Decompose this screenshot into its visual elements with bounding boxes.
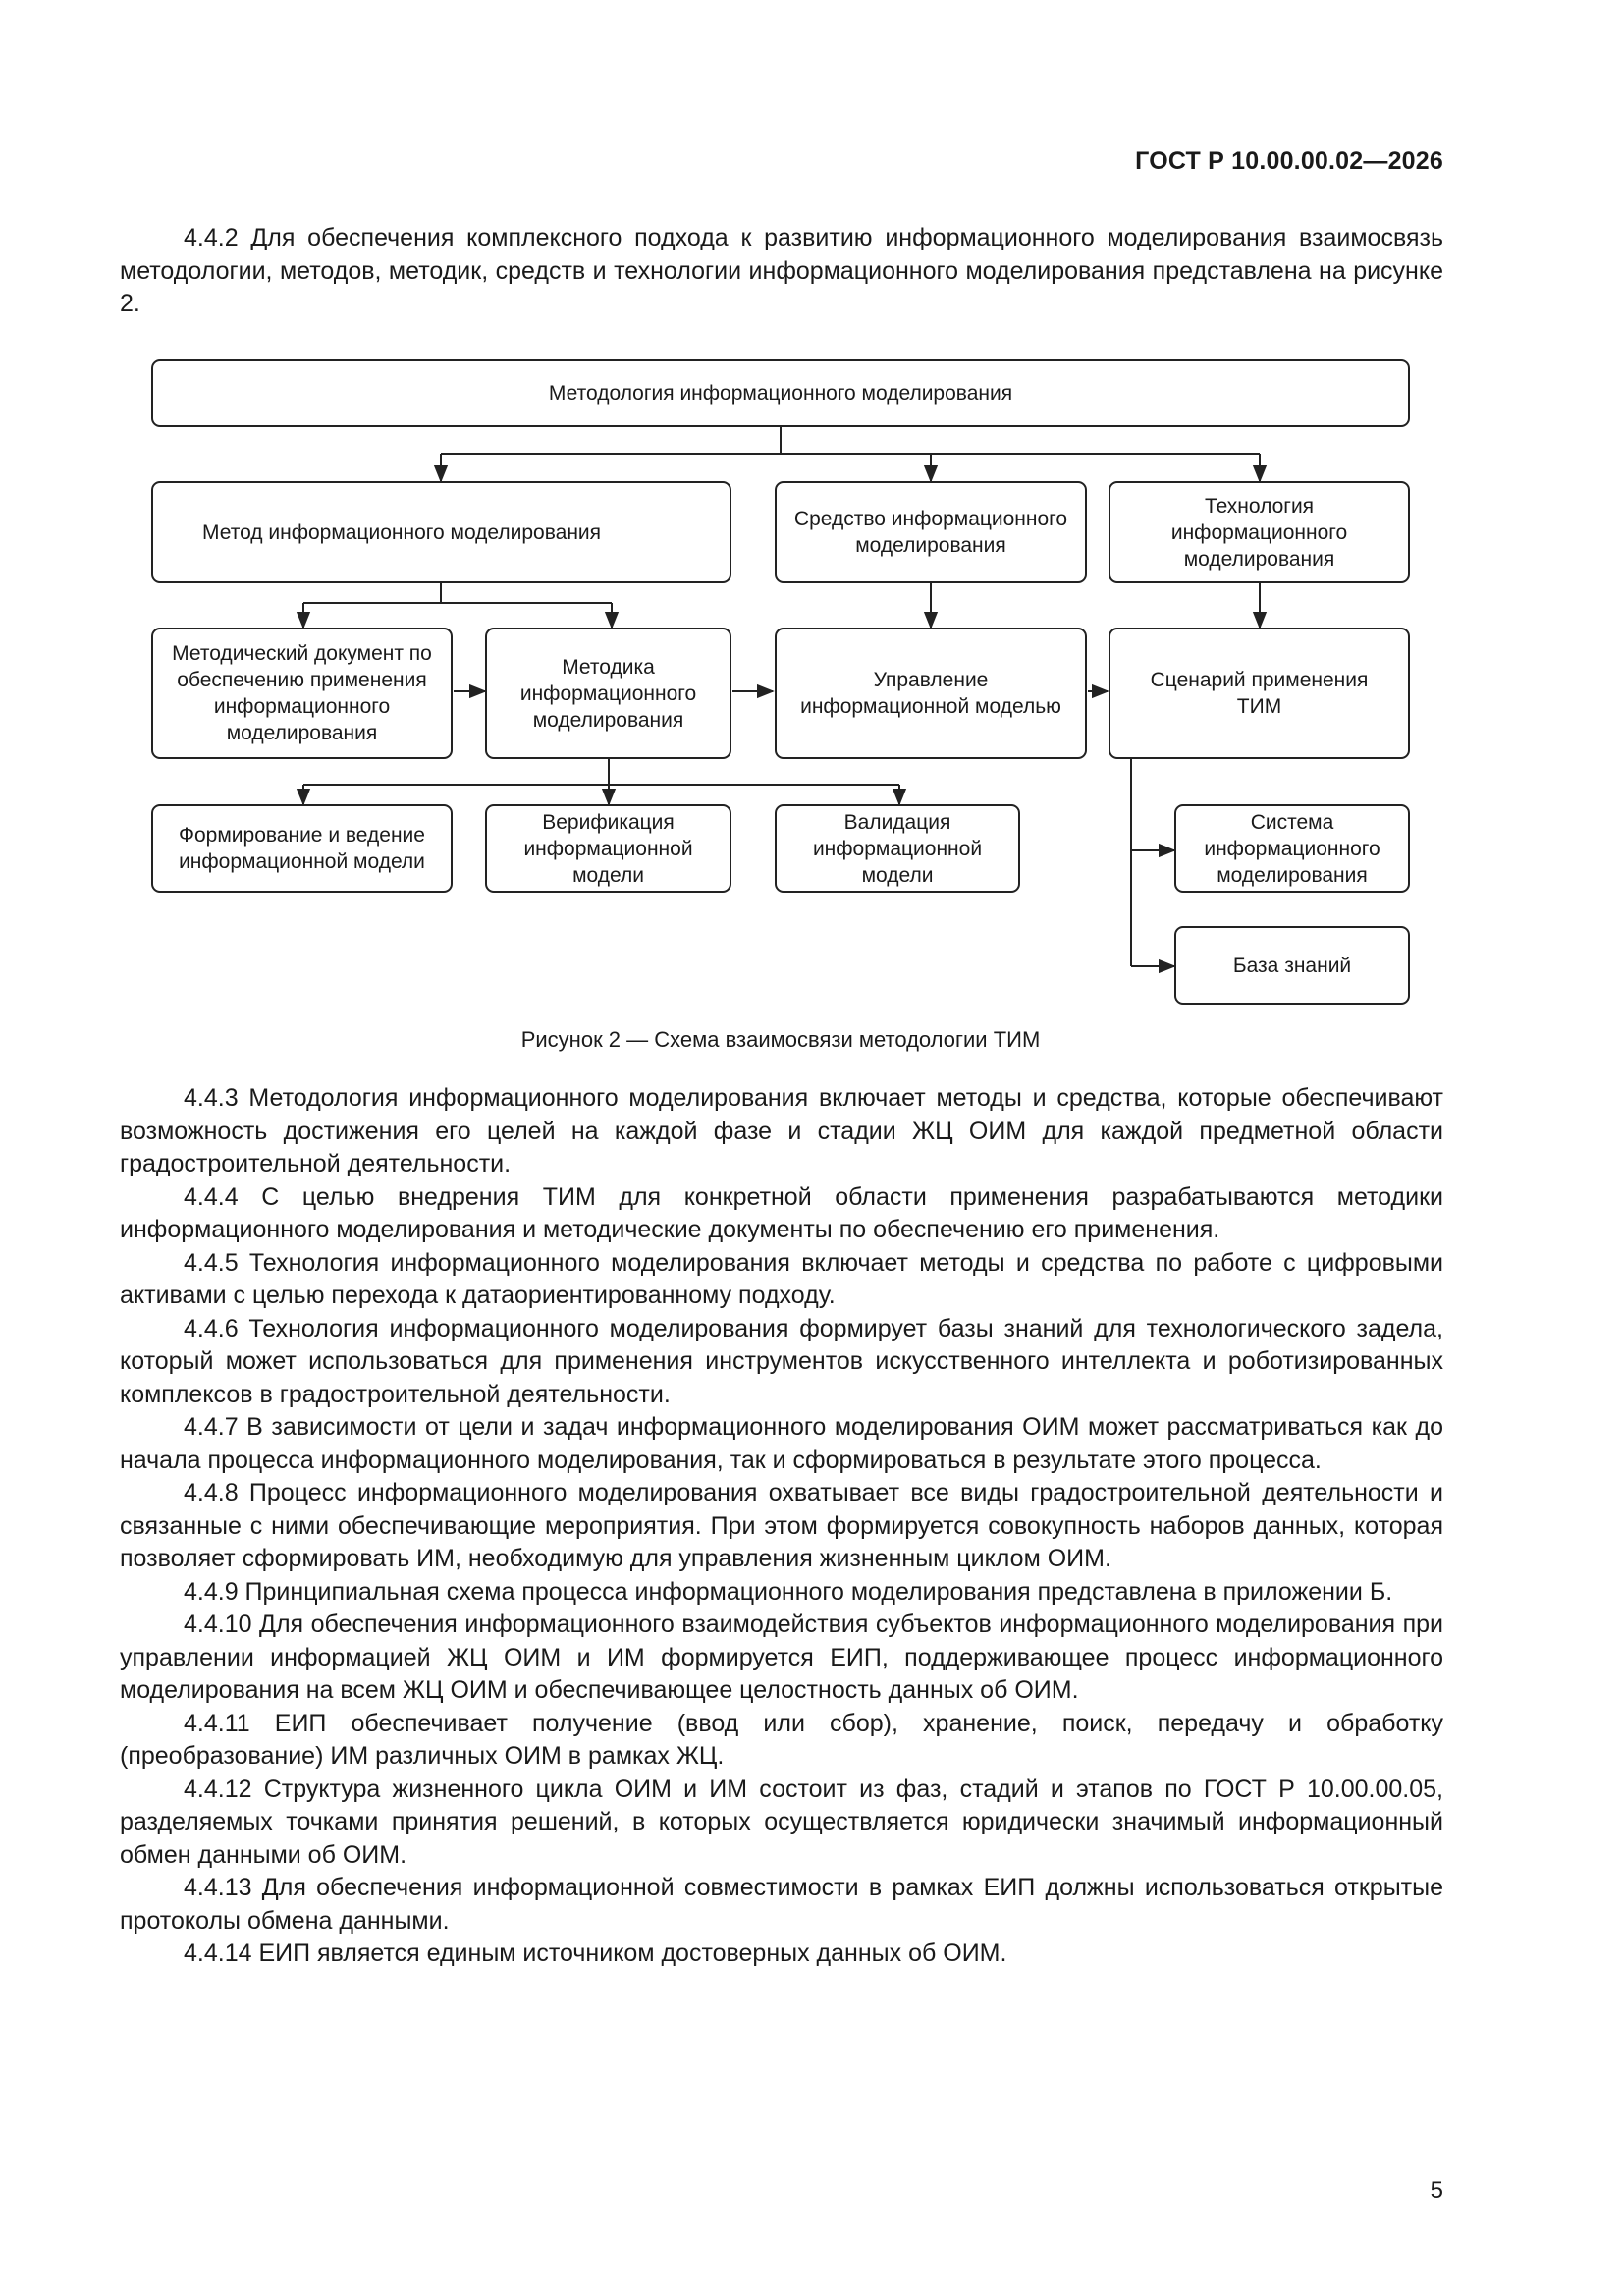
node-verification: Верификация информационной модели [485,804,731,893]
node-system: Система информационного моделирования [1174,804,1410,893]
paragraph-4-4-4: 4.4.4 С целью внедрения ТИМ для конкретной области применения разрабатываются методики информационного моделирования и методические документы по обеспечению его применения. [120,1182,1443,1243]
figure-caption: Рисунок 2 — Схема взаимосвязи методологии ТИМ [520,1027,1041,1052]
paragraph-4-4-6: 4.4.6 Технология информационного моделирования формирует базы знаний для технологического задела, который может использоваться для применения инструментов искусственного интеллекта и роботизированных комплексов в градостроительной деятельности. [120,1314,1443,1408]
paragraph-4-4-13: 4.4.13 Для обеспечения информационной совместимости в рамках ЕИП должны использоваться открытые протоколы обмена данными. [120,1874,1443,1935]
document-code: ГОСТ Р 10.00.00.02—2026 [1135,147,1443,175]
node-scenario: Сценарий применения ТИМ [1109,628,1410,759]
paragraph-4-4-12: 4.4.12 Структура жизненного цикла ОИМ и ИМ состоит из фаз, стадий и этапов по ГОСТ Р 10.00.00.05, разделяемых точками принятия решений, в которых осуществляется юридически значимый информационный обмен данными об ОИМ. [120,1775,1443,1869]
node-method-document: Методический документ по обеспечению применения информационного моделирования [151,628,453,759]
paragraph-4-4-5: 4.4.5 Технология информационного моделирования включает методы и средства по работе с цифровыми активами с целью перехода к датаориентированному подходу. [120,1248,1443,1309]
node-knowledge-base: База знаний [1174,926,1410,1005]
node-methodology: Методология информационного моделирования [151,359,1410,427]
paragraph-4-4-11: 4.4.11 ЕИП обеспечивает получение (ввод или сбор), хранение, поиск, передачу и обработку (преобразование) ИМ различных ОИМ в рамках ЖЦ. [120,1709,1443,1770]
paragraph-4-4-8: 4.4.8 Процесс информационного моделирования охватывает все виды градостроительной деятельности и связанные с ними обеспечивающие мероприятия. При этом формируется совокупность наборов данных, которая позволяет сформировать ИМ, необходимую для управления жизненным циклом ОИМ. [120,1479,1443,1572]
node-method: Метод информационного моделирования [151,481,731,583]
node-technology: Технология информационного моделирования [1109,481,1410,583]
intro-paragraph: 4.4.2 Для обеспечения комплексного подхода к развитию информационного моделирования взаимосвязь методологии, методов, методик, средств и технологии информационного моделирования представлена на рисунке 2. [120,224,1443,317]
node-model-management: Управление информационной моделью [775,628,1087,759]
node-tool: Средство информационного моделирования [775,481,1087,583]
paragraph-4-4-14: 4.4.14 ЕИП является единым источником достоверных данных об ОИМ. [184,1940,1007,1967]
paragraph-4-4-9: 4.4.9 Принципиальная схема процесса информационного моделирования представлена в приложении Б. [184,1577,1393,1606]
page-number: 5 [1430,2177,1443,2204]
node-validation: Валидация информационной модели [775,804,1020,893]
paragraph-4-4-10: 4.4.10 Для обеспечения информационного взаимодействия субъектов информационного моделирования при управлении информацией ЖЦ ОИМ и ИМ формируется ЕИП, поддерживающее процесс информационного моделирования на всем ЖЦ ОИМ и обеспечивающее целостность данных об ОИМ. [120,1611,1443,1704]
node-formation: Формирование и ведение информационной модели [151,804,453,893]
node-technique: Методика информационного моделирования [485,628,731,759]
paragraph-4-4-3: 4.4.3 Методология информационного моделирования включает методы и средства, которые обеспечивают возможность достижения его целей на каждой фазе и стадии ЖЦ ОИМ для каждой предметной области градостроительной деятельности. [120,1084,1443,1177]
body-text [120,1082,1443,1971]
paragraph-4-4-7: 4.4.7 В зависимости от цели и задач информационного моделирования ОИМ может рассматриваться как до начала процесса информационного моделирования, так и сформироваться в результате этого процесса. [120,1413,1443,1474]
